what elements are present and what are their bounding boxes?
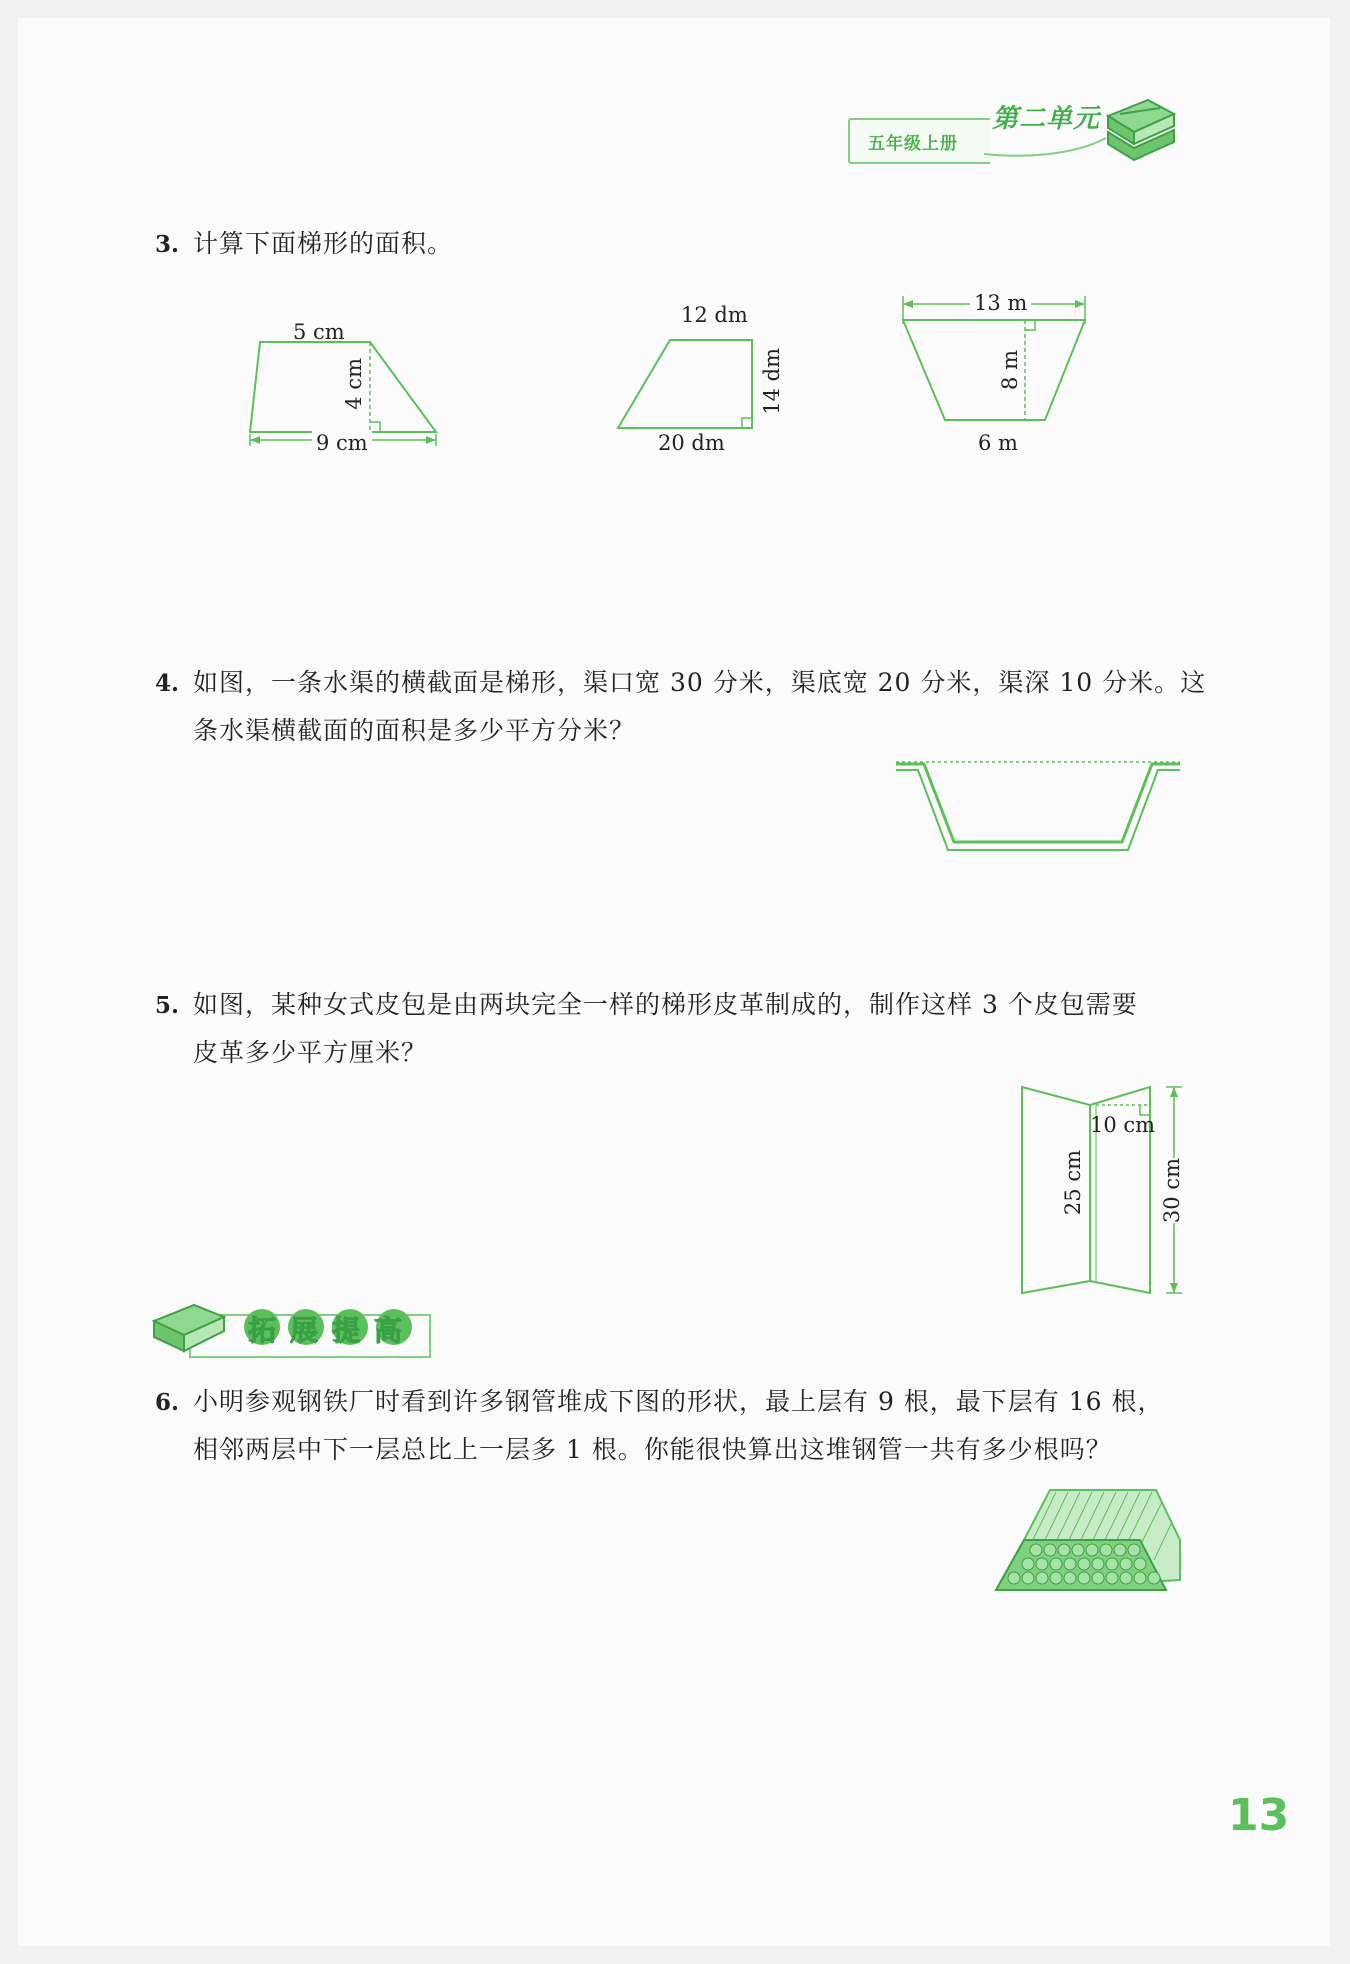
fig-b-height-label: 14 dm: [760, 348, 784, 415]
fig-c-height-label: 8 m: [998, 350, 1022, 390]
canal-cross-section: [890, 750, 1190, 860]
stacked-books-icon: [1100, 86, 1180, 166]
question-4-number: 4.: [155, 670, 180, 697]
fig-a-top-label: 5 cm: [293, 320, 345, 344]
grade-label: 五年级上册: [868, 134, 958, 154]
question-3-number: 3.: [155, 231, 180, 258]
question-4-line-2: 条水渠横截面的面积是多少平方分米？: [193, 716, 636, 745]
bag-top-label: 10 cm: [1090, 1113, 1156, 1137]
section-banner-title: 拓展提高: [248, 1314, 417, 1347]
question-5-number: 5.: [155, 992, 180, 1019]
fig-b-top-label: 12 dm: [681, 303, 748, 327]
fig-a-bottom-label: 9 cm: [312, 431, 372, 455]
question-6-number: 6.: [155, 1389, 180, 1416]
question-6-line-2: 相邻两层中下一层总比上一层多 1 根。你能很快算出这堆钢管一共有多少根吗？: [193, 1435, 1112, 1464]
trapezoid-figure-b: [610, 330, 780, 440]
steel-pipe-stack-image: [990, 1480, 1190, 1605]
question-6-line-1: 小明参观钢铁厂时看到许多钢管堆成下图的形状，最上层有 9 根，最下层有 16 根，: [193, 1387, 1164, 1416]
fig-c-bottom-label: 6 m: [978, 431, 1018, 455]
question-4-line-1: 如图，一条水渠的横截面是梯形，渠口宽 30 分米，渠底宽 20 分米，渠深 10 分米。这: [193, 668, 1207, 697]
page-number: 13: [1228, 1790, 1290, 1841]
bag-long-side-label: 30 cm: [1160, 1158, 1184, 1224]
fig-c-top-label: 13 m: [970, 291, 1031, 315]
grade-label-box: [848, 118, 990, 164]
fig-a-height-label: 4 cm: [342, 358, 366, 410]
fig-b-bottom-label: 20 dm: [658, 431, 725, 455]
question-3-text: 计算下面梯形的面积。: [193, 229, 454, 258]
bag-short-side-label: 25 cm: [1061, 1150, 1085, 1216]
question-5-line-2: 皮革多少平方厘米？: [193, 1038, 428, 1067]
question-5-line-1: 如图，某种女式皮包是由两块完全一样的梯形皮革制成的，制作这样 3 个皮包需要: [193, 990, 1138, 1019]
unit-title: 第二单元: [992, 104, 1101, 134]
header-swoosh: [982, 132, 1112, 162]
